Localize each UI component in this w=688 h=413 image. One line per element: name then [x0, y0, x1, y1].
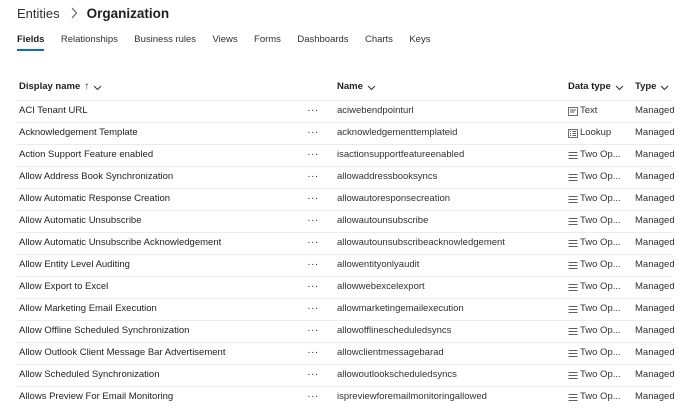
data-type-label: Lookup	[580, 127, 612, 138]
chevron-down-icon	[660, 83, 669, 89]
data-type-cell	[568, 122, 630, 144]
table-row[interactable]	[0, 386, 688, 408]
two-options-icon	[568, 349, 578, 358]
tab-views[interactable]: Views	[212, 34, 238, 45]
display-name-cell[interactable]: Allow Export to Excel	[19, 281, 109, 292]
more-options-button[interactable]: ···	[307, 105, 319, 116]
data-type-cell	[568, 188, 630, 210]
column-header-display-name[interactable]	[19, 75, 102, 97]
display-name-cell[interactable]: Action Support Feature enabled	[19, 149, 154, 160]
table-row[interactable]	[0, 210, 688, 232]
tab-keys[interactable]: Keys	[409, 34, 431, 45]
table-row[interactable]	[0, 342, 688, 364]
data-type-label: Two Op...	[580, 281, 621, 292]
name-cell: allowofflinescheduledsyncs	[337, 325, 452, 336]
two-options-icon	[568, 371, 578, 380]
name-cell: allowautounsubscribeacknowledgement	[337, 237, 505, 248]
more-options-button[interactable]: ···	[307, 303, 319, 314]
two-options-icon	[568, 327, 578, 336]
name-cell: allowwebexcelexport	[337, 281, 425, 292]
data-type-cell	[568, 100, 630, 122]
data-type-label: Two Op...	[580, 391, 621, 402]
table-row[interactable]	[0, 122, 688, 144]
display-name-cell[interactable]: Allow Marketing Email Execution	[19, 303, 157, 314]
more-options-button[interactable]: ···	[307, 281, 319, 292]
two-options-icon	[568, 151, 578, 160]
more-options-button[interactable]: ···	[307, 369, 319, 380]
name-cell: allowautounsubscribe	[337, 215, 429, 226]
data-type-label: Two Op...	[580, 325, 621, 336]
table-row[interactable]	[0, 254, 688, 276]
tab-relationships[interactable]: Relationships	[60, 34, 118, 45]
name-cell: ispreviewforemailmonitoringallowed	[337, 391, 487, 402]
two-options-icon	[568, 305, 578, 314]
text-icon	[568, 107, 578, 116]
tab-fields[interactable]: Fields	[17, 34, 45, 45]
tab-charts[interactable]: Charts	[364, 34, 393, 45]
chevron-down-icon	[93, 83, 102, 89]
display-name-cell[interactable]: Allow Entity Level Auditing	[19, 259, 130, 270]
data-type-cell	[568, 166, 630, 188]
data-type-cell	[568, 276, 630, 298]
display-name-cell[interactable]: Allow Scheduled Synchronization	[19, 369, 160, 380]
data-type-label: Two Op...	[580, 215, 621, 226]
data-type-label: Two Op...	[580, 149, 621, 160]
type-cell: Managed	[635, 281, 675, 292]
type-cell: Managed	[635, 369, 675, 380]
name-cell: allowaddressbooksyncs	[337, 171, 438, 182]
data-type-cell	[568, 298, 630, 320]
breadcrumb-entities-link[interactable]: Entities	[17, 5, 60, 21]
more-options-button[interactable]: ···	[307, 215, 319, 226]
table-row[interactable]	[0, 276, 688, 298]
display-name-cell[interactable]: ACI Tenant URL	[19, 105, 88, 116]
type-cell: Managed	[635, 105, 675, 116]
table-row[interactable]	[0, 100, 688, 122]
two-options-icon	[568, 239, 578, 248]
display-name-cell[interactable]: Acknowledgement Template	[19, 127, 138, 138]
type-cell: Managed	[635, 259, 675, 270]
data-type-cell	[568, 320, 630, 342]
display-name-cell[interactable]: Allows Preview For Email Monitoring	[19, 391, 174, 402]
data-type-cell	[568, 342, 630, 364]
tab-business-rules[interactable]: Business rules	[134, 34, 197, 45]
type-cell: Managed	[635, 391, 675, 402]
chevron-down-icon	[367, 83, 376, 89]
data-type-cell	[568, 144, 630, 166]
column-header-type[interactable]	[635, 75, 669, 97]
table-row[interactable]	[0, 144, 688, 166]
two-options-icon	[568, 261, 578, 270]
name-cell: allowautoresponsecreation	[337, 193, 451, 204]
data-type-label: Two Op...	[580, 303, 621, 314]
name-cell: allowclientmessagebarad	[337, 347, 444, 358]
column-header-label: Name	[337, 80, 363, 92]
type-cell: Managed	[635, 171, 675, 182]
display-name-cell[interactable]: Allow Outlook Client Message Bar Advertisement	[19, 347, 226, 358]
table-row[interactable]	[0, 166, 688, 188]
data-type-cell	[568, 386, 630, 408]
breadcrumb	[17, 4, 169, 22]
display-name-cell[interactable]: Allow Address Book Synchronization	[19, 171, 174, 182]
table-row[interactable]	[0, 232, 688, 254]
more-options-button[interactable]: ···	[307, 237, 319, 248]
table-row[interactable]	[0, 298, 688, 320]
name-cell: acknowledgementtemplateid	[337, 127, 458, 138]
type-cell: Managed	[635, 127, 675, 138]
two-options-icon	[568, 217, 578, 226]
data-type-label: Two Op...	[580, 369, 621, 380]
data-type-label: Two Op...	[580, 193, 621, 204]
display-name-cell[interactable]: Allow Offline Scheduled Synchronization	[19, 325, 190, 336]
display-name-cell[interactable]: Allow Automatic Response Creation	[19, 193, 171, 204]
tab-forms[interactable]: Forms	[254, 34, 281, 45]
page-title: Organization	[86, 5, 170, 21]
tab-dashboards[interactable]: Dashboards	[297, 34, 349, 45]
two-options-icon	[568, 393, 578, 402]
type-cell: Managed	[635, 215, 675, 226]
two-options-icon	[568, 283, 578, 292]
column-header-label: Display name	[19, 80, 81, 92]
column-header-label: Type	[635, 80, 657, 92]
type-cell: Managed	[635, 193, 675, 204]
chevron-right-icon	[69, 6, 79, 20]
tab-bar	[17, 33, 447, 47]
table-row[interactable]	[0, 188, 688, 210]
type-cell: Managed	[635, 237, 675, 248]
data-type-cell	[568, 210, 630, 232]
two-options-icon	[568, 173, 578, 182]
more-options-button[interactable]: ···	[307, 325, 319, 336]
more-options-button[interactable]: ···	[307, 149, 319, 160]
chevron-down-icon	[615, 83, 624, 89]
more-options-button[interactable]: ···	[307, 171, 319, 182]
column-header-name[interactable]	[337, 75, 376, 97]
data-type-label: Two Op...	[580, 347, 621, 358]
name-cell: aciwebendpointurl	[337, 105, 414, 116]
type-cell: Managed	[635, 325, 675, 336]
name-cell: isactionsupportfeatureenabled	[337, 149, 465, 160]
more-options-button[interactable]: ···	[307, 347, 319, 358]
table-row[interactable]	[0, 364, 688, 386]
more-options-button[interactable]: ···	[307, 127, 319, 138]
display-name-cell[interactable]: Allow Automatic Unsubscribe Acknowledgement	[19, 237, 222, 248]
data-type-label: Two Op...	[580, 259, 621, 270]
data-type-cell	[568, 232, 630, 254]
data-type-label: Text	[580, 105, 598, 116]
more-options-button[interactable]: ···	[307, 259, 319, 270]
two-options-icon	[568, 195, 578, 204]
data-type-label: Two Op...	[580, 171, 621, 182]
name-cell: allowentityonlyaudit	[337, 259, 420, 270]
type-cell: Managed	[635, 303, 675, 314]
type-cell: Managed	[635, 347, 675, 358]
table-row[interactable]	[0, 320, 688, 342]
display-name-cell[interactable]: Allow Automatic Unsubscribe	[19, 215, 142, 226]
more-options-button[interactable]: ···	[307, 391, 319, 402]
data-type-cell	[568, 364, 630, 386]
column-header-data-type[interactable]	[568, 75, 624, 97]
name-cell: allowoutlookscheduledsyncs	[337, 369, 457, 380]
lookup-icon	[568, 129, 578, 138]
more-options-button[interactable]: ···	[307, 193, 319, 204]
type-cell: Managed	[635, 149, 675, 160]
column-header-label: Data type	[568, 80, 611, 92]
data-type-cell	[568, 254, 630, 276]
data-type-label: Two Op...	[580, 237, 621, 248]
sort-ascending-icon: ↑	[84, 80, 90, 92]
name-cell: allowmarketingemailexecution	[337, 303, 464, 314]
